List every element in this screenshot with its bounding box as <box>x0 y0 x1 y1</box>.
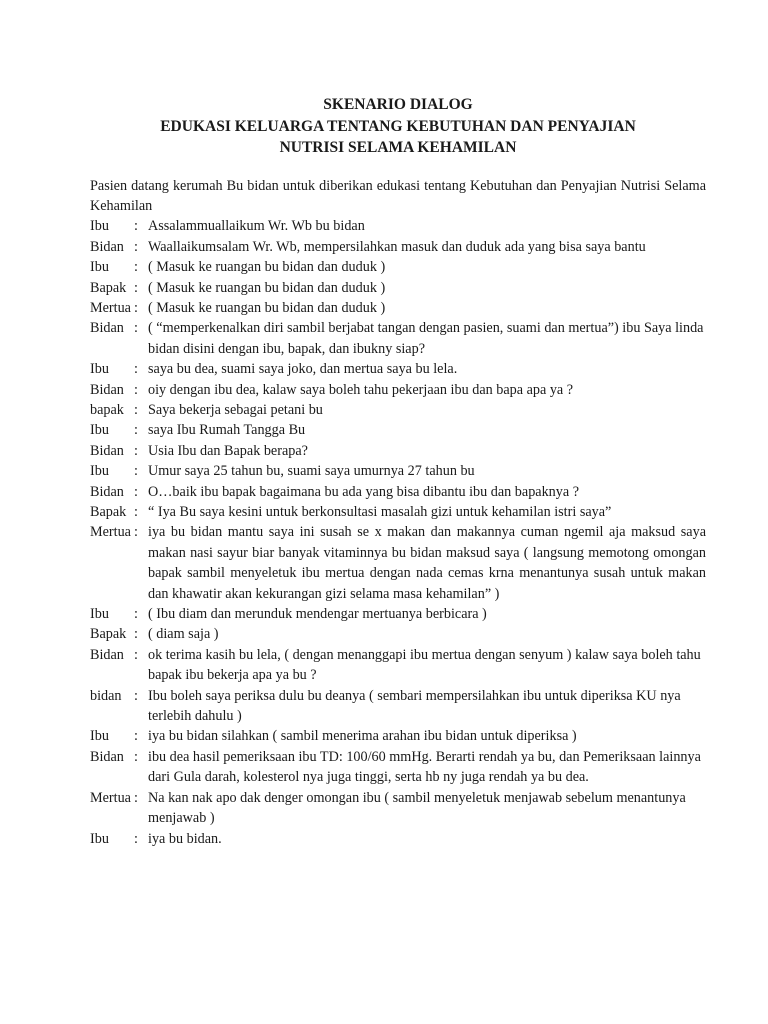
dialog-text: ( Masuk ke ruangan bu bidan dan duduk ) <box>148 259 386 276</box>
speaker-separator: : <box>134 442 138 459</box>
speaker-separator: : <box>134 483 138 500</box>
speaker-separator: : <box>134 361 138 378</box>
dialog-text: Umur saya 25 tahun bu, suami saya umurnya 27 tahun bu <box>148 463 475 480</box>
speaker-name: Mertua <box>90 299 131 316</box>
speaker-separator: : <box>134 728 138 745</box>
dialog-text: saya bu dea, suami saya joko, dan mertua saya bu lela. <box>148 361 458 378</box>
speaker-separator: : <box>134 524 138 541</box>
speaker-name: Ibu <box>90 259 109 276</box>
speaker-name: bapak <box>90 401 124 418</box>
dialog-line <box>90 216 706 236</box>
dialog-text: Assalammuallaikum Wr. Wb bu bidan <box>148 218 365 235</box>
speaker-name: Mertua <box>90 789 131 806</box>
speaker-separator: : <box>134 259 138 276</box>
doc-title-line-1: SKENARIO DIALOG <box>323 96 473 113</box>
speaker-name: Ibu <box>90 830 109 847</box>
dialog-text: ok terima kasih bu lela, ( dengan menanggapi ibu mertua dengan senyum ) kalaw saya boleh tahu bapak ibu bekerja apa ya bu ? <box>148 646 701 684</box>
speaker-name: Bapak <box>90 626 127 643</box>
speaker-name: Bidan <box>90 320 124 337</box>
speaker-name: Ibu <box>90 361 109 378</box>
dialog-line <box>90 624 706 644</box>
dialog-text: ( Ibu diam dan merunduk mendengar mertuanya berbicara ) <box>148 606 487 623</box>
dialog-line <box>90 257 706 277</box>
dialog-text: Usia Ibu dan Bapak berapa? <box>148 442 308 459</box>
dialog-line <box>90 380 706 400</box>
dialog-text: ( Masuk ke ruangan bu bidan dan duduk ) <box>148 299 386 316</box>
dialog-text: O…baik ibu bapak bagaimana bu ada yang bisa dibantu ibu dan bapaknya ? <box>148 483 580 500</box>
doc-title-line-3: NUTRISI SELAMA KEHAMILAN <box>279 139 517 156</box>
dialog-text: ( Masuk ke ruangan bu bidan dan duduk ) <box>148 279 386 296</box>
speaker-separator: : <box>134 422 138 439</box>
speaker-name: bidan <box>90 687 122 704</box>
speaker-name: Bidan <box>90 442 124 459</box>
speaker-separator: : <box>134 748 138 765</box>
speaker-name: Ibu <box>90 463 109 480</box>
speaker-separator: : <box>134 463 138 480</box>
dialog-line <box>90 441 706 461</box>
speaker-separator: : <box>134 687 138 704</box>
doc-title-line-2: EDUKASI KELUARGA TENTANG KEBUTUHAN DAN PENYAJIAN <box>160 117 636 135</box>
dialog-line <box>90 237 706 257</box>
speaker-name: Bidan <box>90 646 124 663</box>
dialog-text: ( “memperkenalkan diri sambil berjabat tangan dengan pasien, suami dan mertua”) ibu Saya linda bidan disini dengan ibu, bapak, dan ibukny siap? <box>148 320 704 357</box>
dialog-line <box>90 278 706 298</box>
speaker-name: Ibu <box>90 606 109 623</box>
speaker-name: Bidan <box>90 381 124 398</box>
dialog-line <box>90 461 706 481</box>
dialog-line <box>90 829 706 849</box>
dialog-text: “ Iya Bu saya kesini untuk berkonsultasi masalah gizi untuk kehamilan istri saya” <box>148 504 612 520</box>
speaker-name: Ibu <box>90 422 109 439</box>
speaker-separator: : <box>134 504 138 520</box>
dialog-text: ibu dea hasil pemeriksaan ibu TD: 100/60 mmHg. Berarti rendah ya bu, dan Pemeriksaan lainnya dari Gula darah, kolesterol nya juga tinggi, serta hb ny juga rendah ya bu dea. <box>148 748 701 786</box>
dialog-line <box>90 522 706 604</box>
dialog-line <box>90 298 706 318</box>
speaker-separator: : <box>134 626 138 643</box>
dialog-line <box>90 502 706 522</box>
dialog-text: Saya bekerja sebagai petani bu <box>148 401 323 418</box>
dialog-text: iya bu bidan. <box>148 830 222 847</box>
dialog-text: Ibu boleh saya periksa dulu bu deanya ( sembari mempersilahkan ibu untuk diperiksa KU nya terlebih dahulu ) <box>148 687 681 725</box>
dialog-line <box>90 726 706 746</box>
intro-paragraph: Pasien datang kerumah Bu bidan untuk diberikan edukasi tentang Kebutuhan dan Penyajian Nutrisi Selama Kehamilan <box>90 177 706 214</box>
dialog-line <box>90 604 706 624</box>
dialog-text: Waallaikumsalam Wr. Wb, mempersilahkan masuk dan duduk ada yang bisa saya bantu <box>148 238 646 255</box>
dialog-line <box>90 788 706 829</box>
dialog-text: Na kan nak apo dak denger omongan ibu ( sambil menyeletuk menjawab sebelum menantunya menjawab ) <box>148 789 686 827</box>
dialog-line <box>90 359 706 379</box>
speaker-name: Mertua <box>90 524 131 541</box>
speaker-separator: : <box>134 299 138 316</box>
dialog-text: ( diam saja ) <box>148 626 219 643</box>
speaker-name: Ibu <box>90 728 109 745</box>
dialog-line <box>90 318 706 359</box>
dialog-text: oiy dengan ibu dea, kalaw saya boleh tahu pekerjaan ibu dan bapa apa ya ? <box>148 381 574 398</box>
dialog-line <box>90 420 706 440</box>
document-page <box>90 94 706 849</box>
dialog-line <box>90 686 706 727</box>
speaker-separator: : <box>134 606 138 623</box>
dialog-line <box>90 482 706 502</box>
speaker-separator: : <box>134 381 138 398</box>
speaker-name: Bidan <box>90 748 124 765</box>
speaker-separator: : <box>134 218 138 235</box>
speaker-separator: : <box>134 789 138 806</box>
dialog-text: iya bu bidan mantu saya ini susah se x makan dan makannya cuman ngemil aja maksud saya makan nasi sayur biar banyak vitaminnya bu bidan maksud saya ( langsung memotong omongan bapak sambil menyeletuk ibu mertua dengan nada cemas krna menantunya susah untuk makan dan khawatir akan kekurangan gizi selama masa kehamilan” ) <box>148 524 706 602</box>
dialog-line <box>90 747 706 788</box>
speaker-name: Bapak <box>90 279 127 296</box>
speaker-separator: : <box>134 401 138 418</box>
speaker-separator: : <box>134 238 138 255</box>
dialog-text: saya Ibu Rumah Tangga Bu <box>148 422 306 439</box>
speaker-name: Bidan <box>90 238 124 255</box>
speaker-name: Ibu <box>90 218 109 235</box>
dialog-line <box>90 400 706 420</box>
speaker-name: Bapak <box>90 504 127 520</box>
speaker-separator: : <box>134 320 138 337</box>
dialog-list <box>90 216 706 849</box>
speaker-separator: : <box>134 279 138 296</box>
speaker-name: Bidan <box>90 483 124 500</box>
dialog-text: iya bu bidan silahkan ( sambil menerima arahan ibu bidan untuk diperiksa ) <box>148 728 577 745</box>
dialog-line <box>90 645 706 686</box>
speaker-separator: : <box>134 830 138 847</box>
speaker-separator: : <box>134 646 138 663</box>
